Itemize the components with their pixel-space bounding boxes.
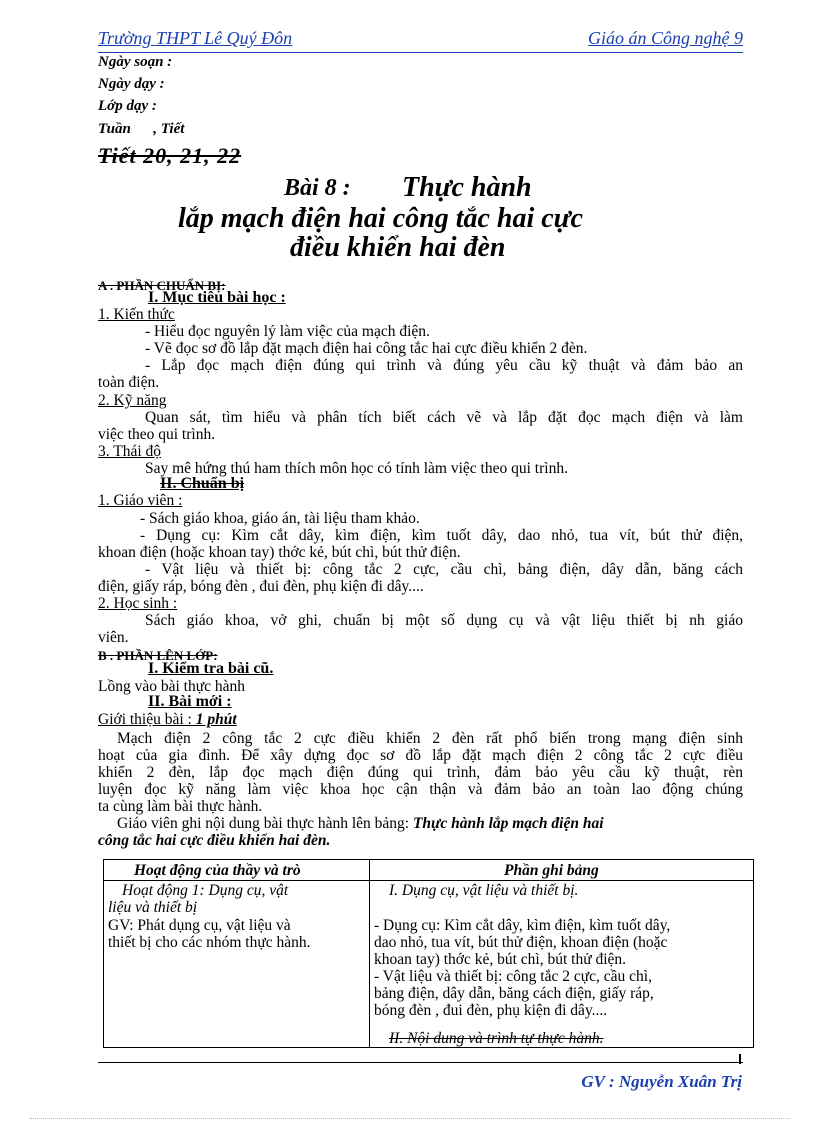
board-materials-line-1: - Vật liệu và thiết bị: công tắc 2 cực, cầu chì, (374, 968, 652, 985)
board-materials-line-3: bóng đèn , đui đèn, phụ kiện đi dây.... (374, 1002, 608, 1019)
course-name: Giáo án Công nghệ 9 (588, 28, 743, 48)
activity-1-text-cont: thiết bị cho các nhóm thực hành. (108, 934, 311, 951)
student-text: Sách giáo khoa, vở ghi, chuẩn bị một số dụng cụ và vật liệu thiết bị nh giáo (145, 612, 743, 629)
table-header-divider (104, 880, 753, 881)
meta-lop-day: Lớp dạy : (98, 98, 157, 114)
intro-para-line-2: hoạt của gia đình. Để xây dựng đọc sơ đồ lắp đặt mạch điện 2 công tắc 2 cực điều (98, 747, 743, 764)
teacher-item-2-cont: khoan điện (hoặc khoan tay) thớc kẻ, bút chì, bút thử điện. (98, 544, 461, 561)
board-intro-text: Giáo viên ghi nội dung bài thực hành lên bảng: (117, 815, 413, 832)
table-header-board: Phần ghi bảng (504, 862, 599, 879)
knowledge-item-3: - Lắp đọc mạch điện đúng qui trình và đúng yêu cầu kỹ thuật và đảm bảo an (145, 357, 743, 374)
teacher-signature: GV : Nguyễn Xuân Trị (581, 1072, 742, 1091)
teacher-item-3: - Vật liệu và thiết bị: công tắc 2 cực, cầu chì, bảng điện, dây dẫn, băng cách (145, 561, 743, 578)
student-text-cont: viên. (98, 629, 129, 646)
board-tools-line-1: - Dụng cụ: Kìm cắt dây, kìm điện, kìm tuốt dây, (374, 917, 671, 934)
new-lesson-heading: II. Bài mới : (148, 693, 232, 710)
intro-label: Giới thiệu bài : (98, 711, 196, 728)
table-column-divider (369, 860, 370, 1047)
lesson-number: Bài 8 : (284, 175, 351, 201)
lesson-title-line-1: Thực hành (402, 172, 532, 203)
skills-text: Quan sát, tìm hiểu và phân tích biết cách vẽ và lắp đặt đọc mạch điện và làm (145, 409, 743, 426)
teacher-item-1: - Sách giáo khoa, giáo án, tài liệu tham khảo. (140, 510, 420, 527)
intro-para-line-1: Mạch điện 2 công tắc 2 cực điều khiển 2 đèn rất phổ biến trong mạng điện sinh (117, 730, 743, 747)
board-intro-title-cont: công tắc hai cực điều khiển hai đèn. (98, 832, 331, 849)
student-heading: 2. Học sinh : (98, 595, 178, 612)
teacher-item-3-cont: điện, giấy ráp, bóng đèn , đui đèn, phụ kiện đi dây.... (98, 578, 424, 595)
intro-time: 1 phút (195, 711, 237, 728)
board-materials-line-2: bảng điện, dây dẫn, băng cách điện, giấy ráp, (374, 985, 654, 1002)
lesson-title-line-3: điều khiển hai đèn (290, 232, 506, 263)
attitude-text: Say mê hứng thú ham thích môn học có tính làm việc theo qui trình. (145, 460, 568, 477)
board-tools-line-2: dao nhỏ, tua vít, bút thử điện, khoan điện (hoặc (374, 934, 668, 951)
knowledge-item-3-cont: toàn điện. (98, 374, 160, 391)
knowledge-item-1: - Hiểu đọc nguyên lý làm việc của mạch điện. (145, 323, 430, 340)
review-text: Lồng vào bài thực hành (98, 678, 246, 695)
objectives-heading: I. Mục tiêu bài học : (148, 289, 286, 306)
board-tools-line-3: khoan tay) thớc kẻ, bút chì, bút thử điện. (374, 951, 627, 968)
lesson-periods: Tiết 20, 21, 22 (98, 143, 242, 168)
meta-ngay-day: Ngày dạy : (98, 76, 165, 92)
part-b-heading: B . PHẦN LÊN LỚP: (98, 648, 218, 663)
footer-rule (98, 1062, 743, 1063)
board-section-1-title: I. Dụng cụ, vật liệu và thiết bị. (389, 882, 579, 899)
skills-text-cont: việc theo qui trình. (98, 426, 216, 443)
intro-para-line-5: ta cùng làm bài thực hành. (98, 798, 263, 815)
attitude-heading: 3. Thái độ (98, 443, 161, 460)
review-heading: I. Kiểm tra bài cũ. (148, 660, 274, 677)
preparation-heading: II. Chuẩn bị (160, 475, 245, 492)
teacher-item-2: - Dụng cụ: Kìm cắt dây, kìm điện, kìm tuốt dây, dao nhỏ, tua vít, bút thử điện, (140, 527, 743, 544)
footer-marker (739, 1054, 741, 1064)
meta-tuan-tiet: Tuần , Tiết (98, 121, 185, 137)
board-section-2-title: II. Nội dung và trình tự thực hành. (389, 1030, 604, 1047)
school-name: Trường THPT Lê Quý Đôn (98, 28, 293, 48)
page-header (98, 28, 743, 53)
intro-para-line-4: luyện đọc kỹ năng làm việc khoa học cận thận và đảm bảo an toàn lao động chúng (98, 781, 743, 798)
board-intro-title: Thực hành lắp mạch điện hai (412, 815, 604, 832)
intro-para-line-3: khiển 2 đèn, lắp đọc mạch điện đúng qui trình, đảm bảo yêu cầu kỹ thuật, rèn (98, 764, 743, 781)
table-header-activities: Hoạt động của thầy và trò (134, 862, 301, 879)
activity-1-title-cont: liệu và thiết bị (108, 899, 198, 916)
lesson-title-line-2: lắp mạch điện hai công tắc hai cực (178, 203, 583, 234)
skills-heading: 2. Kỹ năng (98, 392, 167, 409)
knowledge-item-2: - Vẽ đọc sơ đồ lắp đặt mạch điện hai công tắc hai cực điều khiển 2 đèn. (145, 340, 588, 357)
part-a-heading: A . PHẦN CHUẨN BỊ: (98, 278, 226, 293)
activity-1-title: Hoạt động 1: Dụng cụ, vật (122, 882, 289, 899)
page-bottom-dotted-line (30, 1118, 790, 1119)
meta-ngay-soan: Ngày soạn : (98, 54, 173, 70)
teacher-heading: 1. Giáo viên : (98, 492, 183, 509)
activity-table (103, 859, 754, 1048)
activity-1-text: GV: Phát dụng cụ, vật liệu và (108, 917, 291, 934)
knowledge-heading: 1. Kiến thức (98, 306, 175, 323)
